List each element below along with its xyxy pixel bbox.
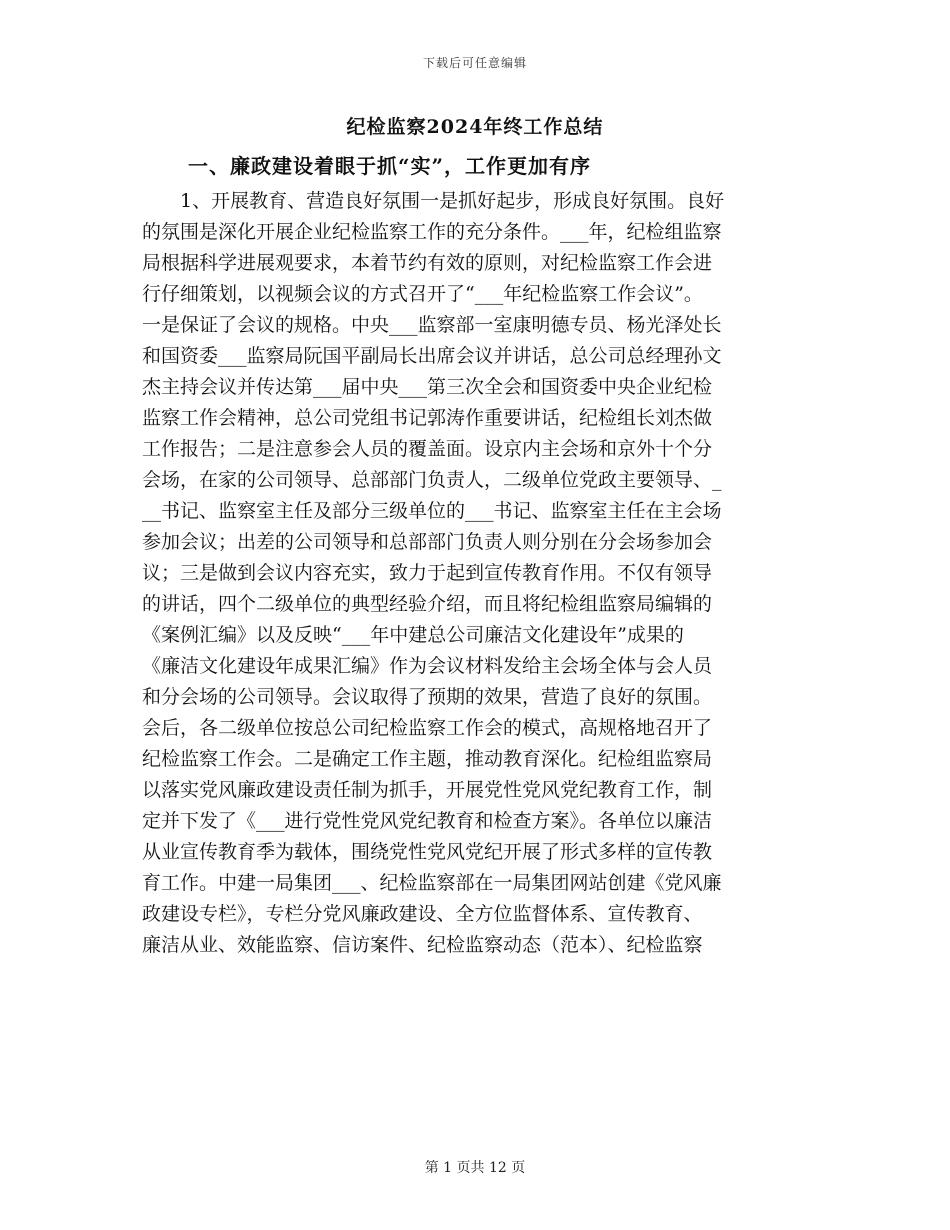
text-line: 廉洁从业、效能监察、信访案件、纪检监察动态（范本）、纪检监察 [142,934,703,956]
text-line: 杰主持会议并传达第___届中央___第三次全会和国资委中央企业纪检 [142,376,713,398]
text-line: 定并下发了《___进行党性党风党纪教育和检查方案》。各单位以廉洁 [142,810,713,832]
text-line: 育工作。中建一局集团___、纪检监察部在一局集团网站创建《党风廉 [142,872,722,894]
text-line: 纪检监察工作会。二是确定工作主题，推动教育深化。纪检组监察局 [142,748,713,770]
text-line: 会后，各二级单位按总公司纪检监察工作会的模式，高规格地召开了 [142,717,713,739]
text-line: 和分会场的公司领导。会议取得了预期的效果，营造了良好的氛围。 [142,686,713,708]
text-line: 政建设专栏》，专栏分党风廉政建设、全方位监督体系、宣传教育、 [142,903,703,925]
page-footer: 第 1 页共 12 页 [424,1160,526,1176]
text-line: 和国资委___监察局阮国平副局长出席会议并讲话，总公司总经理孙文 [142,345,722,367]
page-header: 下载后可任意编辑 [422,56,527,70]
text-line: 参加会议；出差的公司领导和总部部门负责人则分别在分会场参加会 [142,531,713,553]
document-title: 纪检监察2024年终工作总结 [346,116,604,138]
text-line: 局根据科学进展观要求，本着节约有效的原则，对纪检监察工作会进 [142,252,713,274]
body-text [142,186,812,961]
text-line: 以落实党风廉政建设责任制为抓手，开展党性党风党纪教育工作，制 [142,779,713,801]
text-line: 一是保证了会议的规格。中央___监察部一室康明德专员、杨光泽处长 [142,314,722,336]
text-line: 行仔细策划，以视频会议的方式召开了“___年纪检监察工作会议”。 [142,283,703,305]
text-line: __书记、监察室主任及部分三级单位的___书记、监察室主任在主会场 [142,500,722,522]
text-line: 《廉洁文化建设年成果汇编》作为会议材料发给主会场全体与会人员 [142,655,713,677]
text-line: 从业宣传教育季为载体，围绕党性党风党纪开展了形式多样的宣传教 [142,841,713,863]
text-line: 1、开展教育、营造良好氛围一是抓好起步，形成良好氛围。良好 [142,190,725,212]
text-line: 议；三是做到会议内容充实，致力于起到宣传教育作用。不仅有领导 [142,562,713,584]
text-line: 工作报告；二是注意参会人员的覆盖面。设京内主会场和京外十个分 [142,438,713,460]
text-line: 《案例汇编》以及反映“___年中建总公司廉洁文化建设年”成果的 [142,624,684,646]
section-heading: 一、廉政建设着眼于抓“实”，工作更加有序 [188,154,592,178]
text-line: 的氛围是深化开展企业纪检监察工作的充分条件。___年，纪检组监察 [142,221,722,243]
text-line: 会场，在家的公司领导、总部部门负责人，二级单位党政主要领导、_ [142,469,722,491]
text-line: 监察工作会精神，总公司党组书记郭涛作重要讲话，纪检组长刘杰做 [142,407,713,429]
text-line: 的讲话，四个二级单位的典型经验介绍，而且将纪检组监察局编辑的 [142,593,713,615]
